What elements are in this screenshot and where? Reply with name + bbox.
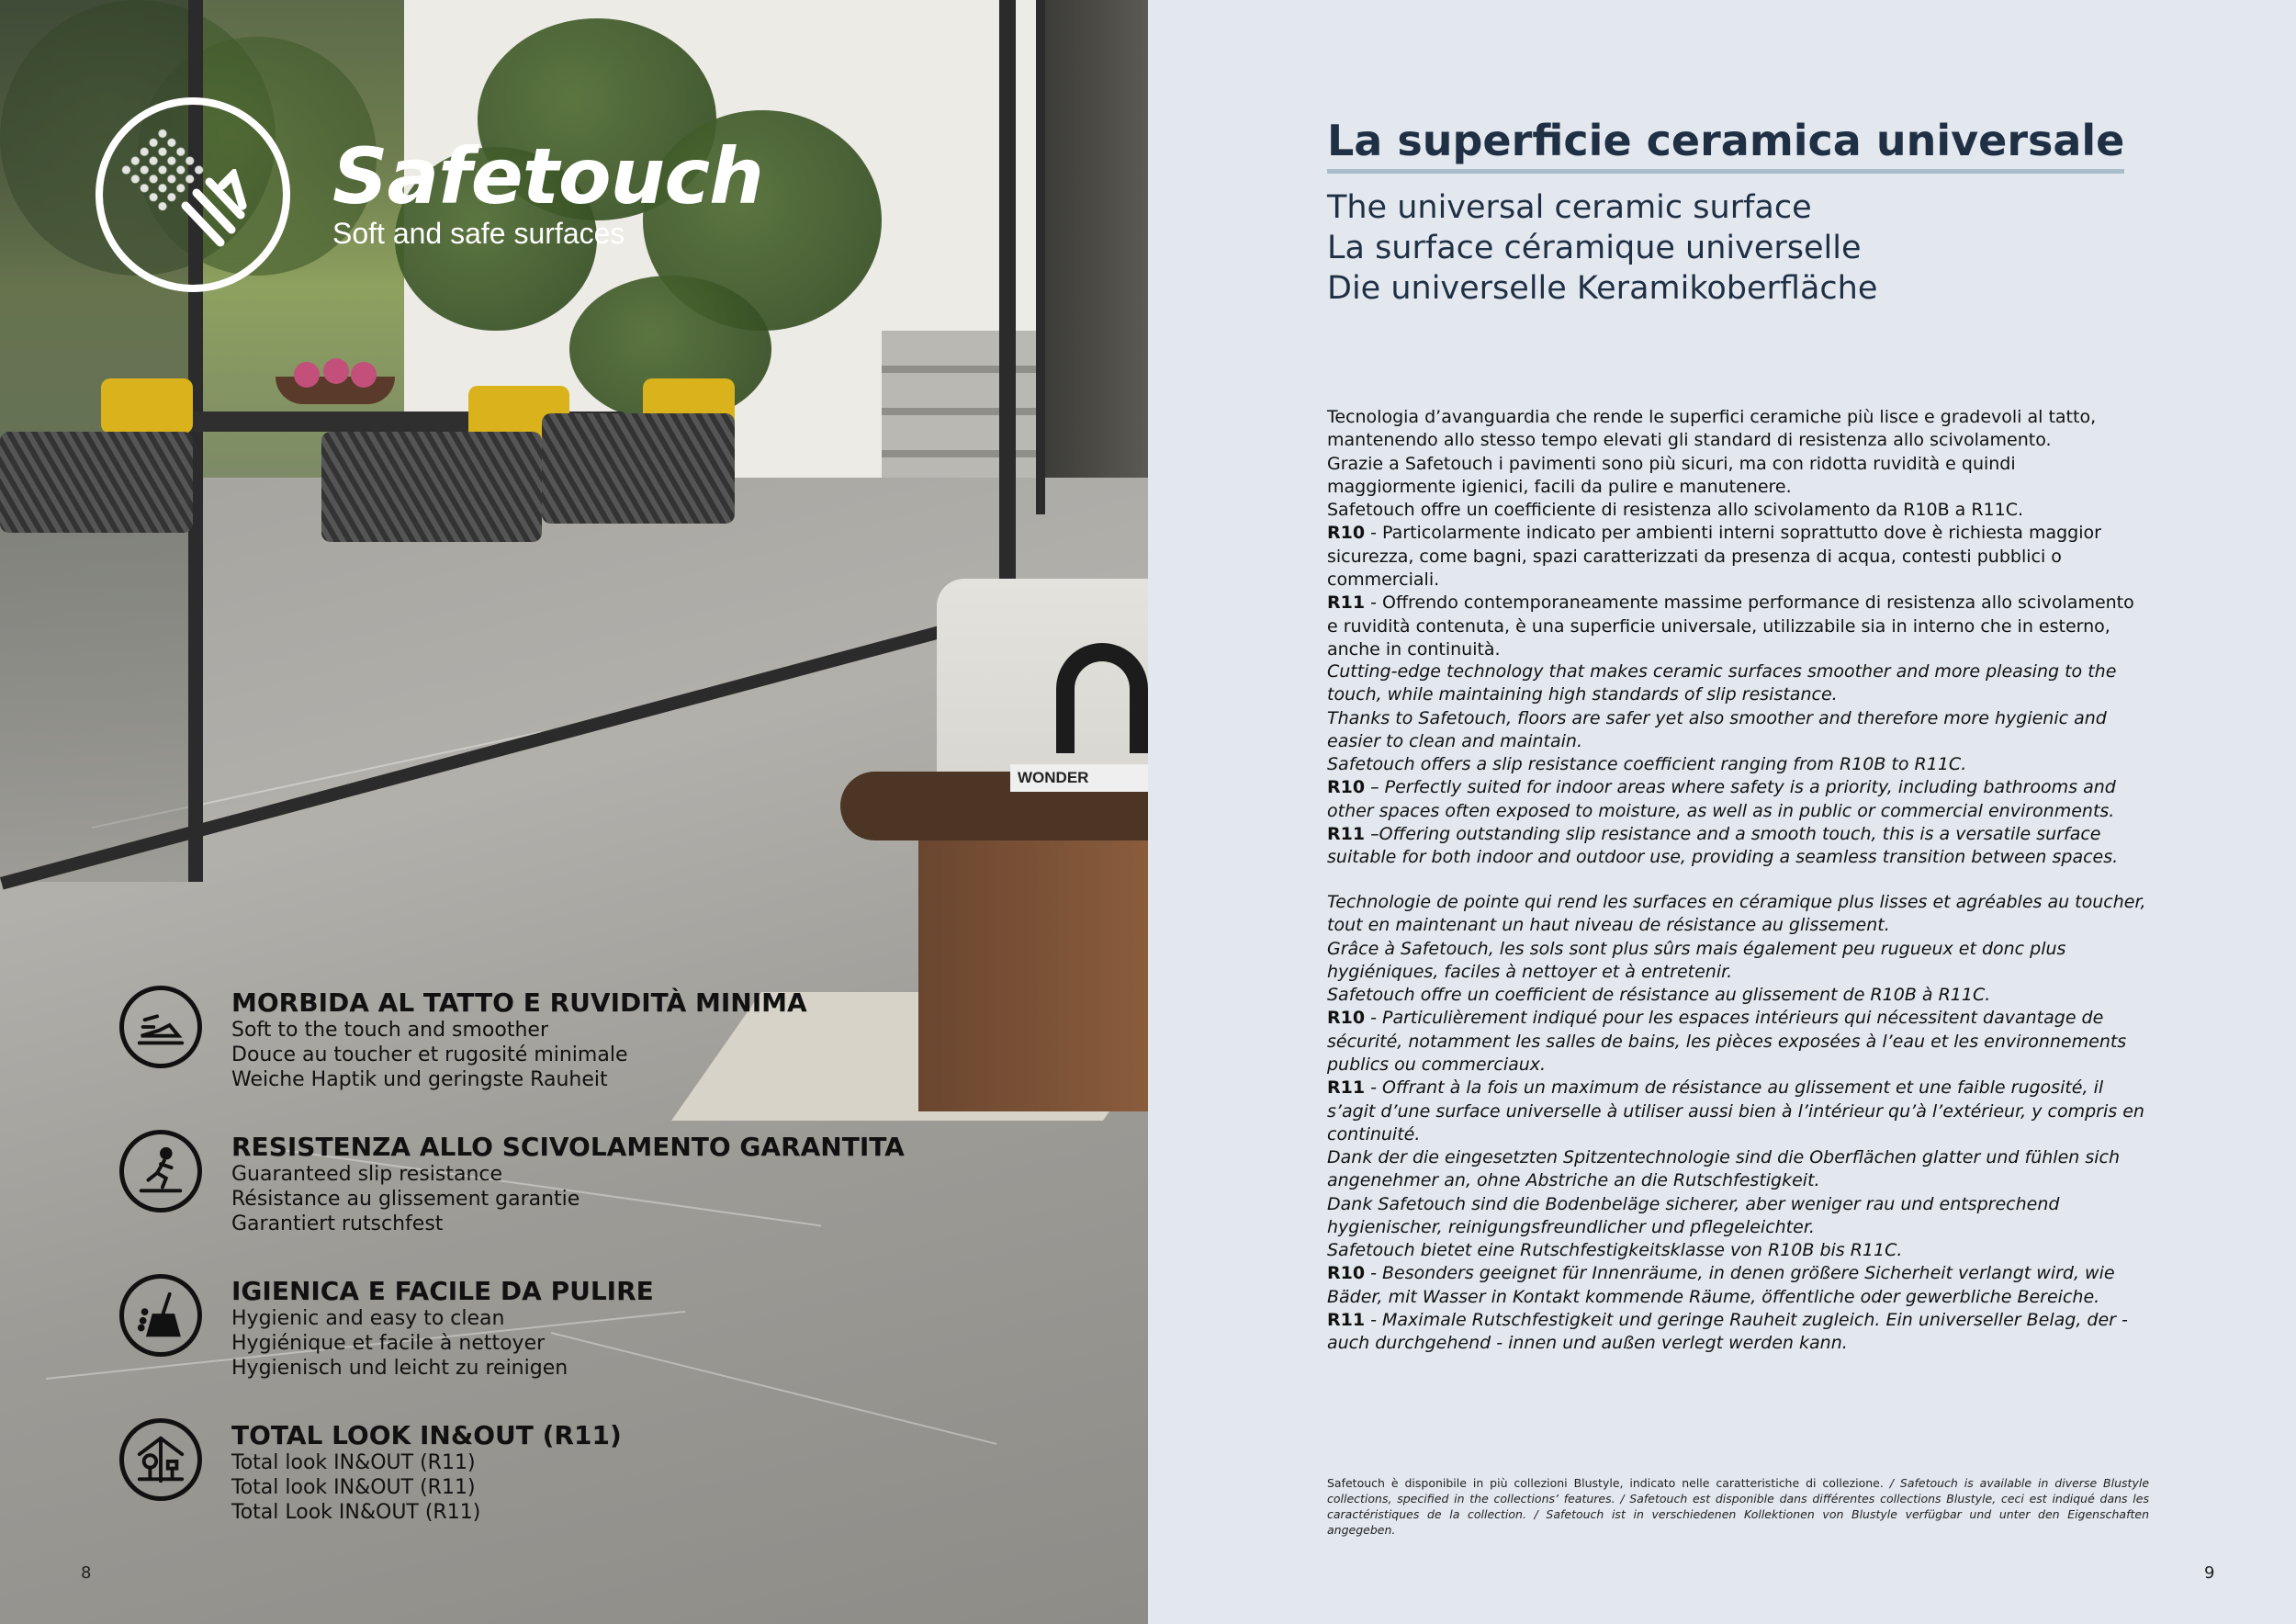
r11-paragraph — [1327, 823, 2149, 870]
cleaning-broom-icon — [119, 1274, 202, 1357]
body-english — [1327, 660, 2149, 870]
feature-line: Hygiénique et facile à nettoyer — [231, 1332, 546, 1355]
subtitle-fr: La surface céramique universelle — [1327, 230, 1862, 266]
r10-label: R10 — [1327, 523, 1366, 544]
feature-line: Garantiert rutschfest — [231, 1212, 444, 1235]
r10-text: – Perfectly suited for indoor areas where safety is a priority, including bathrooms and other spaces often exposed to moisture, as well as in public or commercial environments. — [1327, 777, 2116, 821]
indoor-outdoor-icon — [119, 1418, 202, 1501]
feature-line: Weiche Haptik und geringste Rauheit — [231, 1068, 608, 1091]
black-vase — [1056, 643, 1148, 753]
r11-text: –Offering outstanding slip resistance and a smooth touch, this is a versatile surface suitable for both indoor and outdoor use, providing a seamless transition between spaces. — [1327, 824, 2119, 868]
safetouch-logo-icon — [96, 97, 290, 292]
brand-tagline: Soft and safe surfaces — [332, 217, 625, 250]
r10-text: - Particulièrement indiqué pour les espaces intérieurs qui nécessitent davantage de sécurité, notamment les salles de bains, les pièces exposées à l’eau et les environnements publics ou commerciaux. — [1327, 1008, 2127, 1076]
r11-label: R11 — [1327, 1310, 1366, 1331]
right-page — [1148, 0, 2296, 1624]
window-frame — [999, 0, 1016, 661]
paragraph: Safetouch offers a slip resistance coefficient ranging from R10B to R11C. — [1327, 754, 1967, 775]
r10-paragraph — [1327, 1262, 2149, 1309]
body-italian — [1327, 406, 2149, 661]
paragraph: Technologie de pointe qui rend les surfaces en céramique plus lisses et agréables au toucher, tout en maintenant un haut niveau de résistance au glissement. — [1327, 892, 2146, 936]
feature-title: MORBIDA AL TATTO E RUVIDITÀ MINIMA — [231, 987, 807, 1018]
subtitle-en: The universal ceramic surface — [1327, 189, 1812, 226]
paragraph: Grâce à Safetouch, les sols sont plus sûrs mais également peu rugueux et donc plus hygiéniques, faciles à nettoyer et à entretenir. — [1327, 938, 2066, 982]
page-number-left: 8 — [81, 1563, 92, 1583]
r11-text: - Offrendo contemporaneamente massime performance di resistenza allo scivolamento e ruvidità contenuta, è una superficie universale, utilizzabile sia in interno che in esterno, anche in continuità. — [1327, 592, 2134, 660]
bookshelf — [1038, 0, 1148, 514]
coffee-table-base — [918, 836, 1148, 1111]
paragraph: Dank Safetouch sind die Bodenbeläge sicherer, aber weniger rau und entsprechend hygienischer, reinigungsfreundlicher und pflegeleichter. — [1327, 1193, 2060, 1237]
r10-label: R10 — [1327, 777, 1366, 798]
brand-name: Safetouch — [332, 131, 763, 221]
r11-label: R11 — [1327, 1077, 1366, 1099]
feature-line: Total look IN&OUT (R11) — [231, 1451, 476, 1474]
fruit — [323, 358, 349, 384]
feature-line: Guaranteed slip resistance — [231, 1163, 503, 1186]
body-french — [1327, 891, 2149, 1146]
feature-line: Total look IN&OUT (R11) — [231, 1476, 476, 1499]
hand-icon — [176, 169, 250, 261]
paragraph: Grazie a Safetouch i pavimenti sono più sicuri, ma con ridotta ruvidità e quindi maggiormente igienici, facili da pulire e manutenere. — [1327, 453, 2016, 497]
r10-label: R10 — [1327, 1263, 1366, 1284]
subtitle-de: Die universelle Keramikoberfläche — [1327, 270, 1878, 307]
feature-line: Résistance au glissement garantie — [231, 1188, 580, 1211]
feature-line: Total Look IN&OUT (R11) — [231, 1501, 481, 1524]
dining-chair — [542, 413, 735, 524]
window-frame — [1036, 0, 1045, 514]
book: WONDER — [1010, 764, 1148, 792]
r11-paragraph — [1327, 1309, 2149, 1356]
feature-line: Hygienic and easy to clean — [231, 1307, 505, 1330]
fruit — [351, 362, 377, 388]
r10-paragraph — [1327, 1007, 2149, 1077]
r10-text: - Besonders geeignet für Innenräume, in denen größere Sicherheit verlangt wird, wie Bäder, mit Wasser in Kontakt kommende Räume, öffentliche oder gewerbliche Bereiche. — [1327, 1263, 2115, 1307]
feature-title: RESISTENZA ALLO SCIVOLAMENTO GARANTITA — [231, 1132, 905, 1162]
paragraph: Safetouch offre un coefficient de résistance au glissement de R10B à R11C. — [1327, 985, 1991, 1006]
feature-line: Douce au toucher et rugosité minimale — [231, 1043, 628, 1066]
paragraph: Safetouch bietet eine Rutschfestigkeitsklasse von R10B bis R11C. — [1327, 1240, 1903, 1261]
r11-paragraph — [1327, 1077, 2149, 1146]
feature-title: TOTAL LOOK IN&OUT (R11) — [231, 1420, 622, 1450]
r11-text: - Offrant à la fois un maximum de résistance au glissement et une faible rugosité, il s’agit d’une surface universelle à utiliser aussi bien à l’intérieur qu’à l’extérieur, y compris en continuité. — [1327, 1077, 2144, 1145]
r10-paragraph — [1327, 776, 2149, 823]
chair-cushion — [101, 378, 193, 434]
r10-label: R10 — [1327, 1008, 1366, 1029]
dining-chair — [0, 432, 193, 533]
footnote-translations: / Safetouch is available in diverse Blustyle collections, specified in the collections’ features. / Safetouch est disponible dans différentes collections Blustyle, ceci est indiqué dans les caractéristiques de la collection. / Safetouch ist in verschiedenen Kollektionen von Blustyle verfügbar und unter den Eigenschaften angegeben. — [1327, 1476, 2150, 1537]
r10-paragraph — [1327, 522, 2149, 592]
r11-label: R11 — [1327, 824, 1366, 845]
fruit — [294, 362, 320, 388]
paragraph: Dank der die eingesetzten Spitzentechnologie sind die Oberflächen glatter und fühlen sich angenehmer an, ohne Abstriche an die Rutschfestigkeit. — [1327, 1147, 2121, 1191]
paragraph: Cutting-edge technology that makes ceramic surfaces smoother and more pleasing to the touch, while maintaining high standards of slip resistance. — [1327, 661, 2117, 705]
paragraph: Thanks to Safetouch, floors are safer yet also smoother and therefore more hygienic and easier to clean and maintain. — [1327, 707, 2107, 751]
r11-paragraph — [1327, 592, 2149, 661]
availability-footnote — [1327, 1475, 2149, 1538]
r11-label: R11 — [1327, 592, 1366, 614]
page-title: La superficie ceramica universale — [1327, 116, 2124, 174]
slip-resistance-icon — [119, 1130, 202, 1212]
r10-text: - Particolarmente indicato per ambienti interni soprattutto dove è richiesta maggior sicurezza, come bagni, spazi caratterizzati da presenza di acqua, contesti pubblici o commerciali. — [1327, 523, 2101, 591]
r11-text: - Maximale Rutschfestigkeit und geringe Rauheit zugleich. Ein universeller Belag, der - auch durchgehend - innen und außen verlegt werden kann. — [1327, 1310, 2128, 1354]
body-german — [1327, 1146, 2149, 1356]
paragraph: Tecnologia d’avanguardia che rende le superfici ceramiche più lisce e gradevoli al tatto, mantenendo allo stesso tempo elevati gli standard di resistenza allo scivolamento. — [1327, 407, 2097, 451]
footnote-italian: Safetouch è disponibile in più collezioni Blustyle, indicato nelle caratteristiche di collezione. — [1327, 1476, 1884, 1490]
feature-title: IGIENICA E FACILE DA PULIRE — [231, 1276, 654, 1306]
smooth-touch-icon — [119, 986, 202, 1068]
feature-line: Hygienisch und leicht zu reinigen — [231, 1357, 568, 1380]
dining-chair — [321, 432, 542, 542]
page-number-right: 9 — [2204, 1563, 2215, 1583]
paragraph: Safetouch offre un coefficiente di resistenza allo scivolamento da R10B a R11C. — [1327, 500, 2024, 521]
feature-line: Soft to the touch and smoother — [231, 1019, 548, 1042]
